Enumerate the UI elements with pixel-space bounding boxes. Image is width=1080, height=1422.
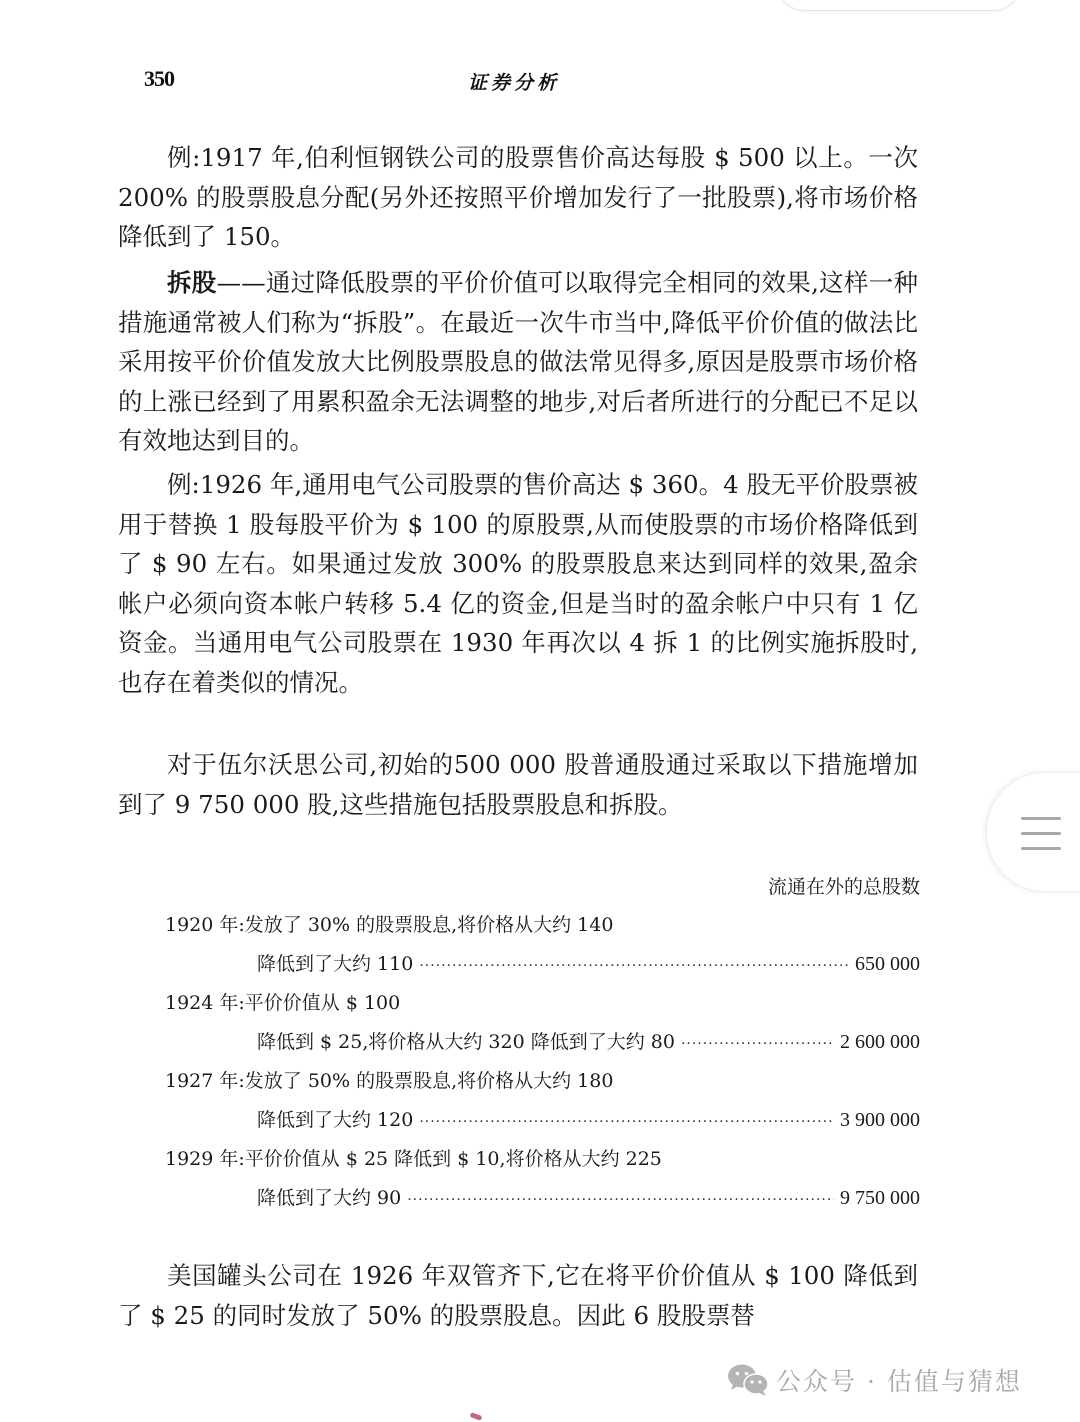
paragraph-stock-split [118,263,918,461]
running-head [0,66,1080,96]
dot-leader [407,1181,834,1220]
table-row [165,1062,920,1140]
paragraph-body: ——通过降低股票的平价价值可以取得完全相同的效果,这样一种措施通常被人们称为“拆股”。在最近一次牛市当中,降低平价价值的做法比采用按平价价值发放大比例股票股息的做法常见得多,原因是股票市场价格的上涨已经到了用累积盈余无法调整的地步,对后者所进行的分配已不足以有效地达到目的。 [118,268,919,455]
dot-leader [681,1025,834,1064]
paragraph-text: 美国罐头公司在 1926 年双管齐下,它在将平价价值从 $ 100 降低到了 $ 25 的同时发放了 50% 的股票股息。因此 6 股股票替 [118,1261,918,1330]
row-description: 1929 年:平价价值从 $ 25 降低到 $ 10,将价格从大约 225 [165,1148,662,1170]
paragraph-bethlehem-example [118,138,918,257]
woolworth-shares-table [165,868,920,1218]
row-continuation-text: 降低到了大约 90 [257,1187,402,1209]
paragraph-american-can [118,1256,918,1335]
top-panel-edge [778,0,1020,11]
row-description: 1924 年:平价价值从 $ 100 [165,992,401,1014]
shares-value: 2 600 000 [840,1031,920,1053]
row-continuation-text: 降低到了大约 120 [257,1109,414,1131]
paragraph-ge-example [118,465,918,702]
paragraph-text [118,263,918,461]
row-continuation-text: 降低到 $ 25,将价格从大约 320 降低到了大约 80 [257,1031,675,1053]
hamburger-menu-icon [1021,817,1061,847]
dot-leader [419,1103,834,1142]
row-description: 1920 年:发放了 30% 的股票股息,将价格从大约 140 [165,914,614,936]
page-number: 350 [144,66,174,91]
lead-term: 拆股 [167,268,217,297]
table-row [165,984,920,1062]
table-row [165,1140,920,1218]
paragraph-text: 例:1917 年,伯利恒钢铁公司的股票售价高达每股 $ 500 以上。一次 200% 的股票股息分配(另外还按照平价增加发行了一批股票),将市场价格降低到了 150。 [118,143,918,251]
paragraph-text: 例:1926 年,通用电气公司股票的售价高达 $ 360。4 股无平价股票被用于替换 1 股每股平价为 $ 100 的原股票,从而使股票的市场价格降低到了 $ 90 左右。如果通过发放 300% 的股票股息来达到同样的效果,盈余帐户必须向资本帐户转移 5.4 亿的资金,但是当时的盈余帐户中只有 1 亿资金。当通用电气公司股票在 1930 年再次以 4 拆 1 的比例实施拆股时,也存在着类似的情况。 [118,470,918,697]
side-menu-button[interactable] [986,772,1080,892]
shares-value: 3 900 000 [840,1109,920,1131]
paragraph-woolworth-intro [118,745,918,824]
book-title: 证券分析 [468,72,561,94]
red-mark [470,1412,483,1421]
row-continuation-text: 降低到了大约 110 [257,953,414,975]
column-header-total-shares: 流通在外的总股数 [767,876,920,898]
row-continuation [165,1023,920,1062]
row-description: 1927 年:发放了 50% 的股票股息,将价格从大约 180 [165,1070,614,1092]
wechat-icon [726,1363,770,1397]
row-continuation [165,945,920,984]
shares-value: 650 000 [855,953,920,975]
row-continuation [165,1101,920,1140]
watermark [726,1360,1022,1400]
watermark-text: 公众号 · 估值与猜想 [776,1367,1022,1396]
paragraph-text: 对于伍尔沃思公司,初始的500 000 股普通股通过采取以下措施增加到了 9 750 000 股,这些措施包括股票股息和拆股。 [118,750,918,819]
table-row [165,906,920,984]
dot-leader [419,947,849,986]
row-continuation [165,1179,920,1218]
shares-value: 9 750 000 [840,1187,920,1209]
